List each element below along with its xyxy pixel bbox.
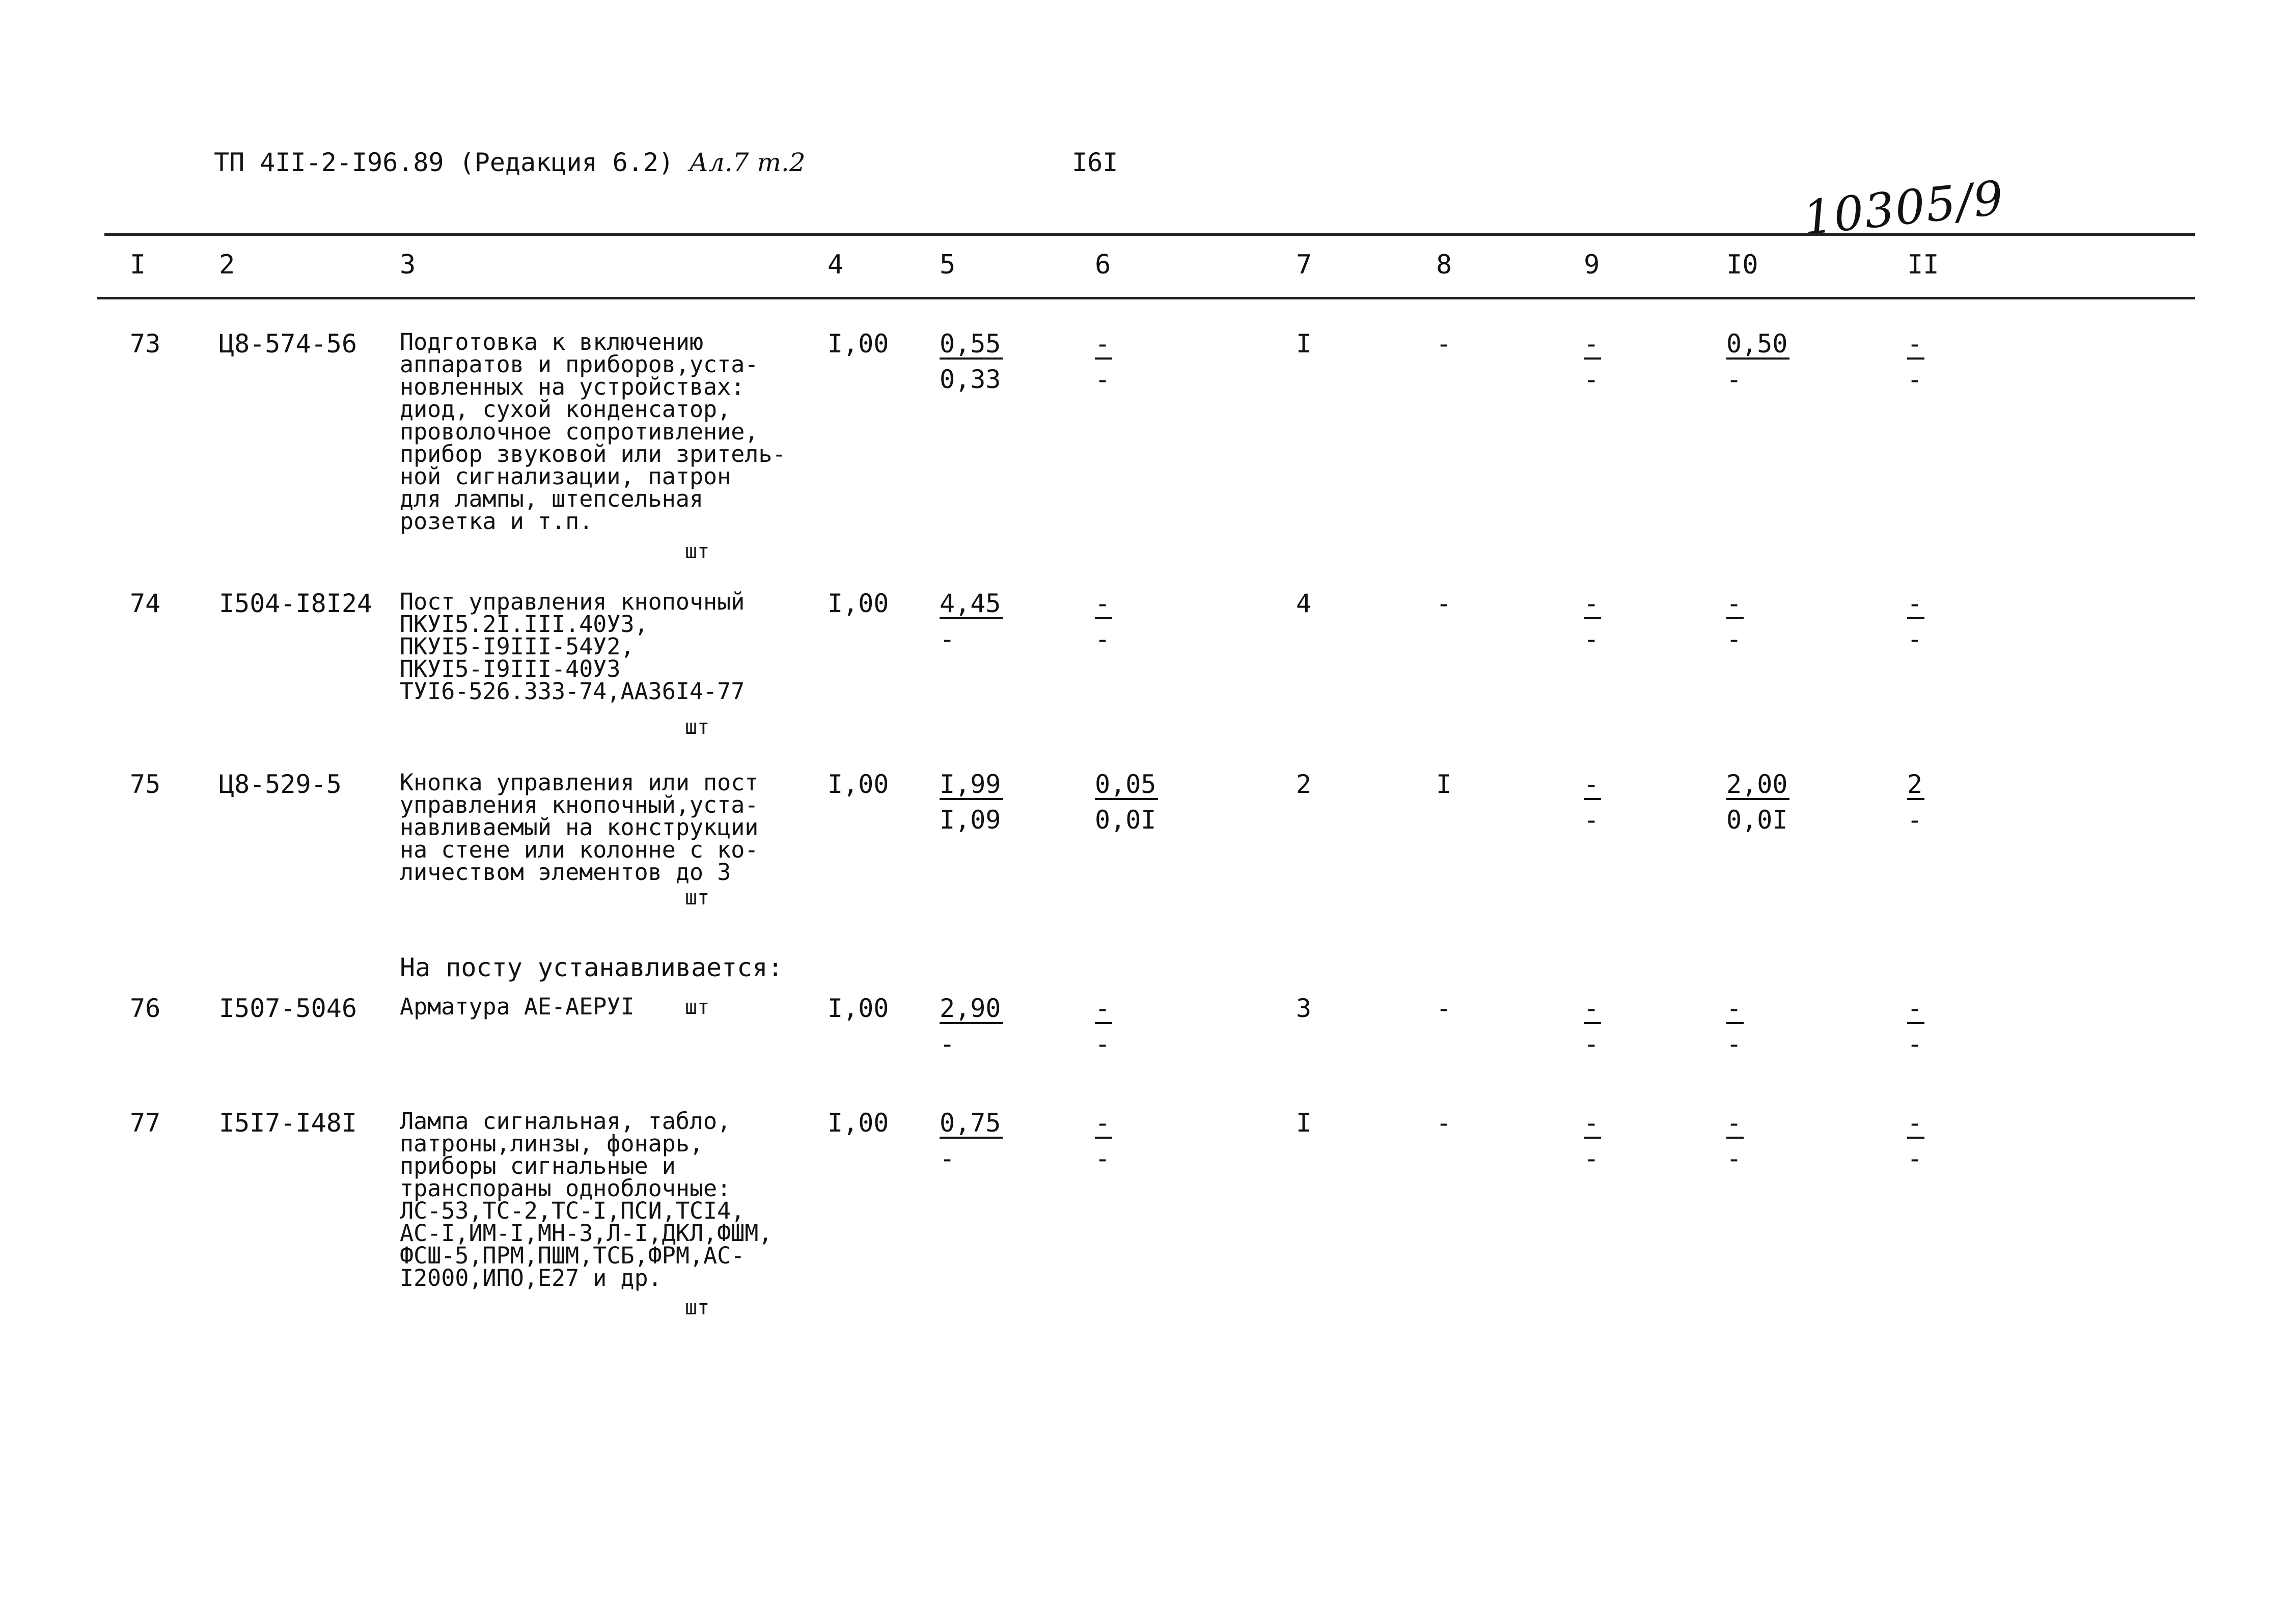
row-unit: шт — [685, 996, 710, 1019]
row-col9-denominator: - — [1584, 365, 1600, 394]
row-col10-denominator: - — [1726, 624, 1742, 654]
row-code: Ц8-574-56 — [219, 329, 357, 359]
row-description: Арматура АЕ-АЕРУI — [400, 993, 635, 1020]
section-heading: На посту устанавливается: — [400, 953, 783, 982]
row-col5 — [940, 1110, 1003, 1171]
column-header-8: 8 — [1436, 250, 1452, 280]
row-number: 74 — [130, 589, 161, 618]
row-col6 — [1095, 591, 1112, 652]
row-col5-numerator: I,99 — [940, 772, 1003, 800]
row-col9 — [1584, 591, 1601, 652]
row-col6-denominator: 0,0I — [1095, 805, 1156, 835]
row-col7: 2 — [1296, 769, 1312, 799]
row-col10-denominator: - — [1726, 365, 1742, 394]
row-col6 — [1095, 331, 1112, 392]
row-number: 76 — [130, 994, 161, 1023]
row-unit: шт — [685, 540, 710, 563]
row-code: I507-5046 — [219, 994, 357, 1023]
row-col11-numerator: - — [1907, 331, 1924, 360]
row-col11-denominator: - — [1907, 1029, 1923, 1059]
row-col11-numerator: 2 — [1907, 772, 1924, 800]
row-description: Подготовка к включению аппаратов и приборов,уста- новленных на устройствах: диод, сухой конденсатор, проволочное сопротивление, прибор звуковой или зритель- ной сигнализации, патрон для лампы, штепсельная розетка и т.п. — [400, 328, 786, 535]
row-col9 — [1584, 1110, 1601, 1171]
top-rule — [104, 233, 2195, 236]
row-col9-numerator: - — [1584, 772, 1601, 800]
row-col11 — [1907, 996, 1924, 1057]
row-col5 — [940, 769, 1003, 835]
reference-number: 10305/9 — [1800, 170, 2007, 246]
row-col9-numerator: - — [1584, 996, 1601, 1024]
row-code: I5I7-I48I — [219, 1108, 357, 1138]
row-col8: - — [1436, 994, 1452, 1023]
row-col8: - — [1436, 329, 1452, 359]
row-col11-denominator: - — [1907, 624, 1923, 654]
row-col8: - — [1436, 589, 1452, 618]
row-col6-denominator: - — [1095, 365, 1111, 394]
row-col9-denominator: - — [1584, 805, 1600, 835]
row-col5-denominator: - — [940, 1144, 955, 1173]
row-col10 — [1726, 769, 1789, 835]
row-col6-numerator: - — [1095, 331, 1112, 360]
row-col9-numerator: - — [1584, 331, 1601, 360]
row-code: I504-I8I24 — [219, 589, 373, 618]
row-col6-numerator: - — [1095, 591, 1112, 619]
row-col5-numerator: 2,90 — [940, 996, 1003, 1024]
row-number: 75 — [130, 769, 161, 799]
row-col9 — [1584, 331, 1601, 392]
row-col9-denominator: - — [1584, 624, 1600, 654]
row-unit: шт — [685, 886, 710, 910]
row-col6-numerator: - — [1095, 1110, 1112, 1139]
row-col5-numerator: 4,45 — [940, 591, 1003, 619]
row-number: 73 — [130, 329, 161, 359]
header-rule — [97, 297, 2195, 299]
row-col8: - — [1436, 1108, 1452, 1138]
column-header-10: I0 — [1726, 250, 1758, 280]
column-header-4: 4 — [828, 250, 844, 280]
row-col6 — [1095, 1110, 1112, 1171]
row-col7: I — [1296, 1108, 1312, 1138]
row-col6-numerator: 0,05 — [1095, 772, 1158, 800]
row-col9-denominator: - — [1584, 1144, 1600, 1173]
row-col4: I,00 — [828, 589, 889, 618]
row-col9-numerator: - — [1584, 1110, 1601, 1139]
row-col9 — [1584, 996, 1601, 1057]
row-description: Пост управления кнопочный ПКУI5.2I.III.40У3, ПКУI5-I9III-54У2, ПКУI5-I9III-40У3 ТУI6-526.333-74,АА36I4-77 — [400, 588, 745, 705]
row-col6-denominator: - — [1095, 1029, 1111, 1059]
row-col11-numerator: - — [1907, 996, 1924, 1024]
row-unit: шт — [685, 715, 710, 739]
row-col5 — [940, 331, 1003, 392]
row-col5-numerator: 0,75 — [940, 1110, 1003, 1139]
row-description: Лампа сигнальная, табло, патроны,линзы, фонарь, приборы сигнальные и транспораны одноблочные: ЛС-53,ТС-2,ТС-I,ПСИ,ТСI4, АС-I,ИМ-I,МН-3,Л-I,ДКЛ,ФШМ, ФСШ-5,ПРМ,ПШМ,ТСБ,ФРМ,АС- I2000,ИПО,Е27 и др. — [400, 1108, 773, 1291]
column-header-6: 6 — [1095, 250, 1111, 280]
row-col11-denominator: - — [1907, 805, 1923, 835]
column-header-9: 9 — [1584, 250, 1600, 280]
row-col10 — [1726, 996, 1744, 1057]
row-col10-denominator: 0,0I — [1726, 805, 1788, 835]
row-col5-denominator: I,09 — [940, 805, 1001, 835]
row-col10-numerator: - — [1726, 591, 1744, 619]
row-number: 77 — [130, 1108, 161, 1138]
row-col10-denominator: - — [1726, 1029, 1742, 1059]
row-col6 — [1095, 769, 1158, 835]
column-header-11: II — [1907, 250, 1939, 280]
row-col6-denominator: - — [1095, 624, 1111, 654]
row-unit: шт — [685, 1296, 710, 1319]
column-header-7: 7 — [1296, 250, 1312, 280]
page-number: I6I — [1072, 148, 1118, 177]
row-col11 — [1907, 1110, 1924, 1171]
row-col7: 4 — [1296, 589, 1312, 618]
row-col5 — [940, 996, 1003, 1057]
row-col10-numerator: - — [1726, 996, 1744, 1024]
row-col5-denominator: 0,33 — [940, 365, 1001, 394]
row-col10-numerator: 0,50 — [1726, 331, 1789, 360]
row-col11 — [1907, 331, 1924, 392]
row-col10-numerator: - — [1726, 1110, 1744, 1139]
row-col6-denominator: - — [1095, 1144, 1111, 1173]
row-col5-denominator: - — [940, 1029, 955, 1059]
row-col7: 3 — [1296, 994, 1312, 1023]
row-col4: I,00 — [828, 329, 889, 359]
column-header-1: I — [130, 250, 146, 280]
row-col4: I,00 — [828, 1108, 889, 1138]
row-col6 — [1095, 996, 1112, 1057]
column-header-3: 3 — [400, 250, 416, 280]
row-col8: I — [1436, 769, 1452, 799]
row-col5-denominator: - — [940, 624, 955, 654]
row-col11-denominator: - — [1907, 365, 1923, 394]
row-col9-denominator: - — [1584, 1029, 1600, 1059]
row-col10 — [1726, 591, 1744, 652]
row-col6-numerator: - — [1095, 996, 1112, 1024]
row-description: Кнопка управления или пост управления кнопочный,уста- навливаемый на конструкции на стене или колонне с ко- личеством элементов до 3 — [400, 769, 759, 886]
row-col9-numerator: - — [1584, 591, 1601, 619]
row-col10 — [1726, 1110, 1744, 1171]
doc-code — [214, 148, 806, 177]
row-col11-numerator: - — [1907, 591, 1924, 619]
row-col11-denominator: - — [1907, 1144, 1923, 1173]
row-col11 — [1907, 591, 1924, 652]
row-col10 — [1726, 331, 1789, 392]
row-col10-denominator: - — [1726, 1144, 1742, 1173]
column-header-5: 5 — [940, 250, 956, 280]
row-col5-numerator: 0,55 — [940, 331, 1003, 360]
doc-code-text: ТП 4II-2-I96.89 (Редакция 6.2) — [214, 148, 674, 177]
album-note: Ал.7 т.2 — [689, 148, 806, 177]
row-col11 — [1907, 769, 1924, 835]
row-code: Ц8-529-5 — [219, 769, 342, 799]
row-col10-numerator: 2,00 — [1726, 772, 1789, 800]
column-header-2: 2 — [219, 250, 235, 280]
row-col7: I — [1296, 329, 1312, 359]
row-col9 — [1584, 769, 1601, 835]
row-col4: I,00 — [828, 994, 889, 1023]
row-col5 — [940, 591, 1003, 652]
row-col11-numerator: - — [1907, 1110, 1924, 1139]
row-col4: I,00 — [828, 769, 889, 799]
